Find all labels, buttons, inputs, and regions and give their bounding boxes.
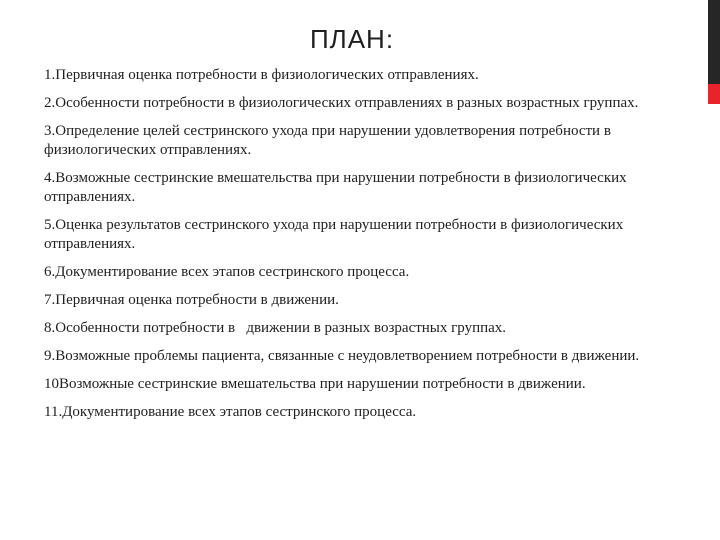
accent-bar-dark	[708, 0, 720, 84]
plan-item-3: 3.Определение целей сестринского ухода при нарушении удовлетворения потребности в физиологических отправлениях.	[44, 123, 611, 158]
plan-list	[44, 66, 676, 431]
plan-item-10: 10Возможные сестринские вмешательства при нарушении потребности в движении.	[44, 376, 586, 392]
plan-item-9: 9.Возможные проблемы пациента, связанные с неудовлетворением потребности в движении.	[44, 348, 640, 364]
plan-item-11: 11.Документирование всех этапов сестринского процесса.	[44, 404, 417, 420]
plan-item-1: 1.Первичная оценка потребности в физиологических отправлениях.	[44, 67, 479, 83]
plan-item-7: 7.Первичная оценка потребности в движении.	[44, 292, 339, 308]
plan-item-6: 6.Документирование всех этапов сестринского процесса.	[44, 264, 410, 280]
plan-item-8: 8.Особенности потребности в движении в разных возрастных группах.	[44, 320, 507, 336]
plan-item-5: 5.Оценка результатов сестринского ухода при нарушении потребности в физиологических отправлениях.	[44, 217, 624, 252]
accent-bar-red	[708, 84, 720, 104]
plan-item-4: 4.Возможные сестринские вмешательства при нарушении потребности в физиологических отправлениях.	[44, 170, 627, 205]
slide-title: ПЛАН:	[309, 24, 395, 54]
plan-item-2: 2.Особенности потребности в физиологических отправлениях в разных возрастных группах.	[44, 95, 639, 111]
